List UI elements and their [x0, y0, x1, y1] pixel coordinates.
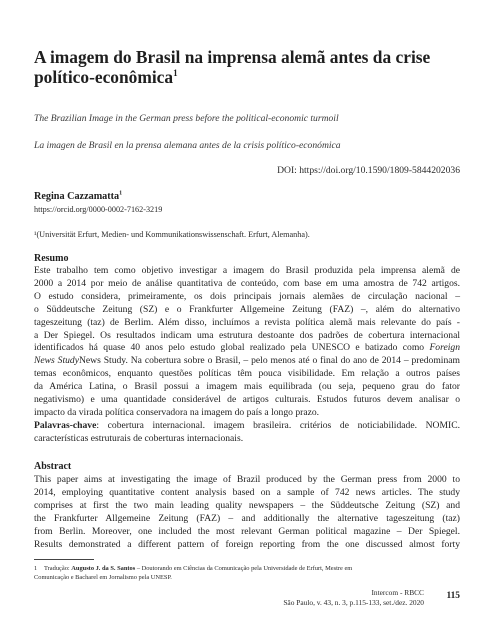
journal-name: Intercom - RBCC: [371, 588, 424, 597]
resumo-body: [34, 265, 460, 446]
resumo-line: Este trabalho tem como objetivo investigar a imagem do Brasil produzida pela imprensa alemã de: [34, 265, 460, 276]
resumo-line: negativismo) e uma quantidade considerável de artigos culturais. Estudos futuros devem analisar o: [34, 394, 460, 406]
author-orcid-link[interactable]: https://orcid.org/0000-0002-7162-3219: [34, 205, 163, 214]
abstract-body: [34, 474, 460, 551]
title-english: The Brazilian Image in the German press before the political-economic turmoil: [34, 113, 339, 124]
title-line-1: A imagem do Brasil na imprensa alemã antes da crise: [34, 47, 431, 67]
title-spanish: La imagen de Brasil en la prensa alemana antes de la crisis político-económica: [34, 140, 341, 151]
resumo-line: [34, 355, 460, 368]
resumo-line: impacto da virada política conservadora na imagem do país a longo prazo.: [34, 406, 320, 418]
footnote-text: – Doutorando em Ciências da Comunicação pela Universidade de Erfurt, Mestre em: [135, 565, 353, 572]
journal-info: [283, 588, 424, 607]
article-title: [34, 47, 454, 87]
keywords-line-2: características estruturais de coberturas internacionais.: [34, 432, 244, 444]
footnote-number: 1: [34, 565, 38, 572]
resumo-line: temas econômicos, enquanto questões políticas têm pouca visibilidade. Em relação a outros países: [34, 368, 460, 380]
author-name: [34, 191, 122, 203]
abstract-line: comprises at first the two main leading quality newspapers – the Süddeutsche Zeitung (SZ) and: [34, 499, 460, 511]
abstract-line: Results demonstrated a different pattern of foreign reporting from the one discussed almost forty: [34, 538, 460, 550]
abstract-line: This paper aims at investigating the image of Brazil produced by the German press from 2000 to: [34, 474, 460, 485]
keywords-text: : cobertura internacional. imagem brasileira. critérios de noticiabilidade. NOMIC.: [96, 419, 460, 431]
resumo-italic-term: News Study: [34, 355, 79, 367]
resumo-line-text: News Study. Na cobertura sobre o Brasil, – pelo menos até o final do ano de 2014 – predominam: [78, 355, 460, 367]
footnote-prefix: Tradução:: [44, 565, 72, 572]
footnote: [34, 565, 460, 582]
footnote-divider: [34, 559, 94, 560]
footnote-translator-name: Augusto J. da S. Santos: [71, 565, 136, 572]
doi-link[interactable]: DOI: https://doi.org/10.1590/1809-5844202036: [277, 165, 460, 176]
title-line-2: político-econômica: [34, 67, 174, 87]
abstract-line: 2014, employing quantitative content analysis based on a sample of 742 news articles. The study: [34, 486, 460, 498]
journal-citation: São Paulo, v. 43, n. 3, p.115-133, set./dez. 2020: [283, 597, 424, 607]
resumo-line: o Süddeutsche Zeitung (SZ) e o Frankfurter Allgemeine Zeitung (FAZ) –, além do alternativo: [34, 303, 460, 315]
footnote-text-line-2: Comunicação e Bacharel em Jornalismo pela UNESP.: [34, 573, 172, 581]
resumo-line-text: identificados há quase 40 anos pelo estudo global realizado pela UNESCO e batizado como: [34, 342, 430, 354]
abstract-heading: Abstract: [34, 461, 72, 472]
resumo-italic-term: Foreign: [429, 342, 460, 354]
resumo-heading: Resumo: [34, 253, 69, 264]
resumo-line: [34, 342, 460, 355]
abstract-line: from Berlin. Moreover, one included the most relevant German political magazine – Der Spiegel.: [34, 525, 460, 537]
author-affiliation: ¹(Universität Erfurt, Medien- und Kommunikationswissenschaft. Erfurt, Alemanha).: [34, 230, 310, 239]
resumo-line: da América Latina, o Brasil possui a imagem mais equilibrada (ou seja, pequeno grau do fator: [34, 381, 460, 393]
abstract-line: the Frankfurter Allgemeine Zeitung (FAZ) – and additionally the alternative tageszeitung (taz): [34, 512, 460, 524]
resumo-line: tageszeitung (taz) de Berlim. Além disso, incluímos a revista política alemã mais relevante do país -: [34, 316, 460, 328]
keywords-line: [34, 420, 460, 433]
title-footnote-mark[interactable]: 1: [173, 68, 178, 79]
author-name-text: Regina Cazzamatta: [34, 191, 120, 202]
resumo-line: a Der Spiegel. Os resultados indicam uma estrutura destoante dos padrões de cobertura internacional: [34, 329, 460, 341]
resumo-line: O estudo considera, primeiramente, os dois principais jornais alemães de circulação nacional –: [34, 290, 460, 302]
page-number: 115: [446, 591, 460, 601]
keywords-label: Palavras-chave: [34, 419, 97, 431]
author-footnote-mark: 1: [119, 190, 123, 197]
resumo-line: 2000 a 2014 por meio de análise quantitativa de conteúdo, com base em uma amostra de 742 artigos.: [34, 277, 460, 289]
